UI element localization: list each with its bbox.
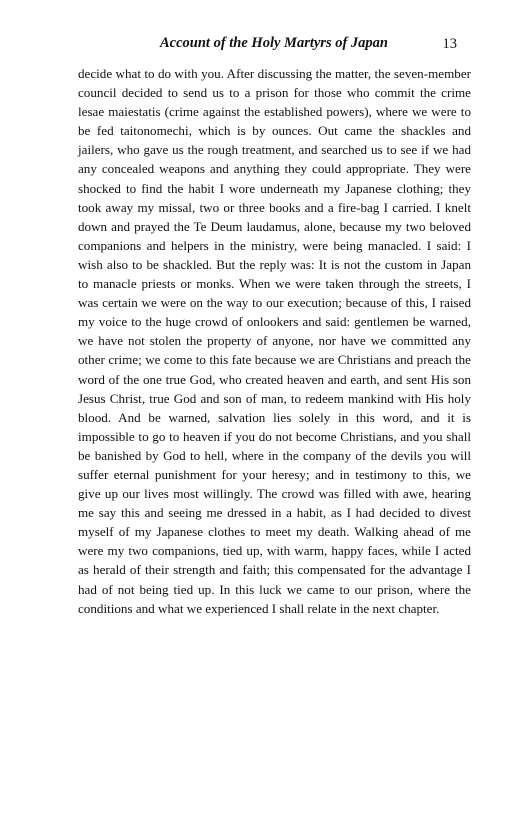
page-number: 13 [442, 36, 457, 52]
running-title: Account of the Holy Martyrs of Japan [160, 35, 388, 51]
running-header [78, 34, 471, 54]
body-paragraph: decide what to do with you. After discussing the matter, the seven-member council decided to send us to a prison for those who commit the crime lesae maiestatis (crime against the established powers), where we were to be fed taitonomechi, which is by ounces. Out came the shackles and jailers, who gave us the rough treatment, and searched us to see if we had any concealed weapons and anything they could appropriate. They were shocked to find the habit I wore underneath my Japanese clothing; they took away my missal, two or three books and a fire-bag I carried. I knelt down and prayed the Te Deum laudamus, alone, because my two beloved companions and helpers in the ministry, were being manacled. I said: I wish also to be shackled. But the reply was: It is not the custom in Japan to manacle priests or monks. When we were taken through the streets, I was certain we were on the way to our execution; because of this, I raised my voice to the huge crowd of onlookers and said: gentlemen be warned, we have not stolen the property of anyone, nor have we committed any other crime; we come to this fate because we are Christians and preach the word of the one true God, who created heaven and earth, and sent His son Jesus Christ, true God and son of man, to redeem mankind with His holy blood. And be warned, salvation lies solely in this word, and it is impossible to go to heaven if you do not become Christians, and you shall be banished by God to hell, where in the company of the devils you will suffer eternal punishment for your heresy; and in testimony to this, we give up our lives most willingly. The crowd was filled with awe, hearing me say this and seeing me dressed in a habit, as I had decided to divest myself of my Japanese clothes to meet my death. Walking ahead of me were my two companions, tied up, with warm, happy faces, while I acted as herald of their strength and faith; this compensated for the advantage I had of not being tied up. In this luck we came to our prison, where the conditions and what we experienced I shall relate in the next chapter. [78, 66, 471, 616]
